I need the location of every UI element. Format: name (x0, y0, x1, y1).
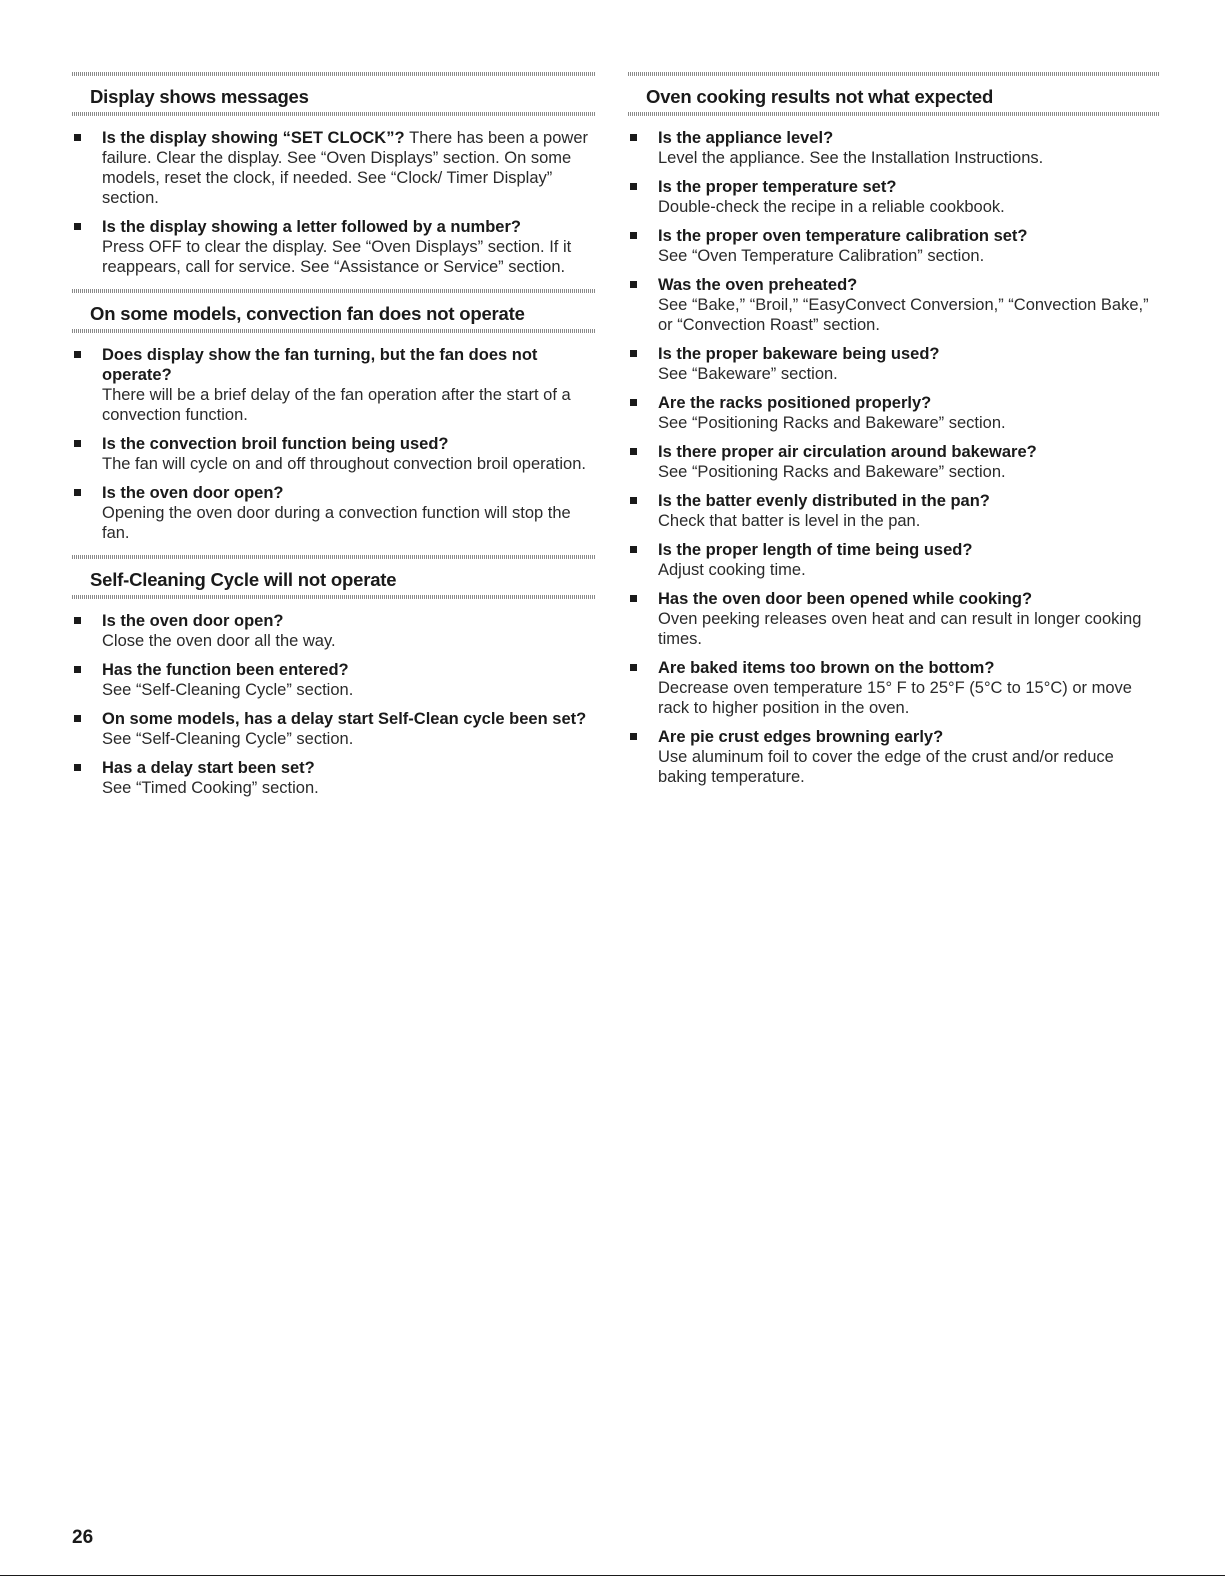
square-bullet-icon (630, 232, 637, 239)
square-bullet-icon (630, 448, 637, 455)
question-text: Is the oven door open? (102, 484, 284, 502)
list-item (628, 589, 1160, 649)
square-bullet-icon (74, 134, 81, 141)
question-text: Has a delay start been set? (102, 759, 315, 777)
answer-text: Check that batter is level in the pan. (658, 512, 921, 530)
square-bullet-icon (74, 666, 81, 673)
answer-text: Press OFF to clear the display. See “Oven Displays” section. If it reappears, call for service. See “Assistance or Service” section. (102, 238, 572, 276)
answer-text: Close the oven door all the way. (102, 632, 336, 650)
section-bottom-rule (72, 329, 596, 333)
answer-text: See “Self-Cleaning Cycle” section. (102, 730, 354, 748)
square-bullet-icon (630, 350, 637, 357)
question-text: Has the oven door been opened while cooking? (658, 590, 1033, 608)
answer-text: See “Positioning Racks and Bakeware” section. (658, 414, 1006, 432)
list-item (628, 727, 1160, 787)
question-text: Is the proper oven temperature calibration set? (658, 227, 1028, 245)
troubleshooting-list (72, 611, 596, 798)
answer-text: Opening the oven door during a convection function will stop the fan. (102, 504, 571, 542)
question-text: Is there proper air circulation around bakeware? (658, 443, 1037, 461)
list-item (72, 758, 596, 798)
question-text: Is the appliance level? (658, 129, 834, 147)
section-bottom-rule (72, 112, 596, 116)
answer-text: Adjust cooking time. (658, 561, 806, 579)
left-column (72, 72, 596, 810)
square-bullet-icon (630, 281, 637, 288)
answer-text: The fan will cycle on and off throughout convection broil operation. (102, 455, 586, 473)
question-text: On some models, has a delay start Self-Clean cycle been set? (102, 710, 587, 728)
square-bullet-icon (74, 223, 81, 230)
section-title: Display shows messages (90, 86, 309, 107)
list-item (72, 660, 596, 700)
question-text: Is the batter evenly distributed in the pan? (658, 492, 990, 510)
square-bullet-icon (74, 351, 81, 358)
list-item (628, 491, 1160, 531)
question-text: Is the proper length of time being used? (658, 541, 973, 559)
list-item (628, 275, 1160, 335)
square-bullet-icon (74, 715, 81, 722)
square-bullet-icon (630, 546, 637, 553)
square-bullet-icon (630, 134, 637, 141)
answer-text: See “Self-Cleaning Cycle” section. (102, 681, 354, 699)
list-item (72, 611, 596, 651)
section-convection-fan (72, 289, 596, 543)
answer-text: Level the appliance. See the Installation Instructions. (658, 149, 1044, 167)
list-item (628, 344, 1160, 384)
question-text: Is the display showing a letter followed by a number? (102, 218, 521, 236)
list-item (628, 177, 1160, 217)
list-item (628, 226, 1160, 266)
question-text: Has the function been entered? (102, 661, 349, 679)
section-top-rule (72, 72, 596, 76)
list-item (628, 128, 1160, 168)
page-number: 26 (72, 1527, 94, 1548)
question-text: Are the racks positioned properly? (658, 394, 932, 412)
troubleshooting-list (72, 345, 596, 543)
answer-text: There will be a brief delay of the fan operation after the start of a convection function. (102, 386, 571, 424)
right-column (628, 72, 1160, 799)
square-bullet-icon (630, 664, 637, 671)
section-bottom-rule (628, 112, 1160, 116)
square-bullet-icon (630, 497, 637, 504)
answer-text: See “Oven Temperature Calibration” section. (658, 247, 985, 265)
section-self-cleaning (72, 555, 596, 798)
square-bullet-icon (630, 733, 637, 740)
answer-text: Double-check the recipe in a reliable cookbook. (658, 198, 1005, 216)
section-cooking-results (628, 72, 1160, 787)
answer-text: There has been a power failure. Clear the display. See “Oven Displays” section. On some models, reset the clock, if needed. See “Clock/ Timer Display” section. (102, 129, 588, 207)
section-title: Self-Cleaning Cycle will not operate (90, 569, 397, 590)
list-item (72, 128, 596, 208)
list-item (72, 217, 596, 277)
list-item (72, 434, 596, 474)
list-item (628, 540, 1160, 580)
answer-text: See “Timed Cooking” section. (102, 779, 319, 797)
section-top-rule (628, 72, 1160, 76)
troubleshooting-list (72, 128, 596, 277)
answer-text: See “Positioning Racks and Bakeware” section. (658, 463, 1006, 481)
section-bottom-rule (72, 595, 596, 599)
answer-text: Use aluminum foil to cover the edge of the crust and/or reduce baking temperature. (658, 748, 1114, 786)
question-text: Does display show the fan turning, but the fan does not operate? (102, 346, 538, 384)
question-text: Are pie crust edges browning early? (658, 728, 944, 746)
troubleshooting-list (628, 128, 1160, 787)
page-bottom-rule (0, 1575, 1225, 1576)
answer-text: See “Bake,” “Broil,” “EasyConvect Conversion,” “Convection Bake,” or “Convection Roast” section. (658, 296, 1149, 334)
question-text: Was the oven preheated? (658, 276, 858, 294)
square-bullet-icon (630, 595, 637, 602)
question-text: Is the proper bakeware being used? (658, 345, 940, 363)
question-text: Is the oven door open? (102, 612, 284, 630)
list-item (628, 442, 1160, 482)
list-item (72, 483, 596, 543)
list-item (72, 345, 596, 425)
question-text: Are baked items too brown on the bottom? (658, 659, 995, 677)
square-bullet-icon (630, 183, 637, 190)
list-item (628, 393, 1160, 433)
square-bullet-icon (74, 617, 81, 624)
question-text: Is the proper temperature set? (658, 178, 897, 196)
square-bullet-icon (630, 399, 637, 406)
question-text: Is the convection broil function being used? (102, 435, 449, 453)
section-display-messages (72, 72, 596, 277)
answer-text: Decrease oven temperature 15° F to 25°F (5°C to 15°C) or move rack to higher position in the oven. (658, 679, 1132, 717)
section-title: Oven cooking results not what expected (646, 86, 994, 107)
answer-text: See “Bakeware” section. (658, 365, 838, 383)
square-bullet-icon (74, 489, 81, 496)
section-title: On some models, convection fan does not operate (90, 303, 525, 324)
question-text: Is the display showing “SET CLOCK”? (102, 129, 410, 147)
square-bullet-icon (74, 440, 81, 447)
list-item (628, 658, 1160, 718)
answer-text: Oven peeking releases oven heat and can result in longer cooking times. (658, 610, 1142, 648)
section-top-rule (72, 289, 596, 293)
square-bullet-icon (74, 764, 81, 771)
section-top-rule (72, 555, 596, 559)
list-item (72, 709, 596, 749)
